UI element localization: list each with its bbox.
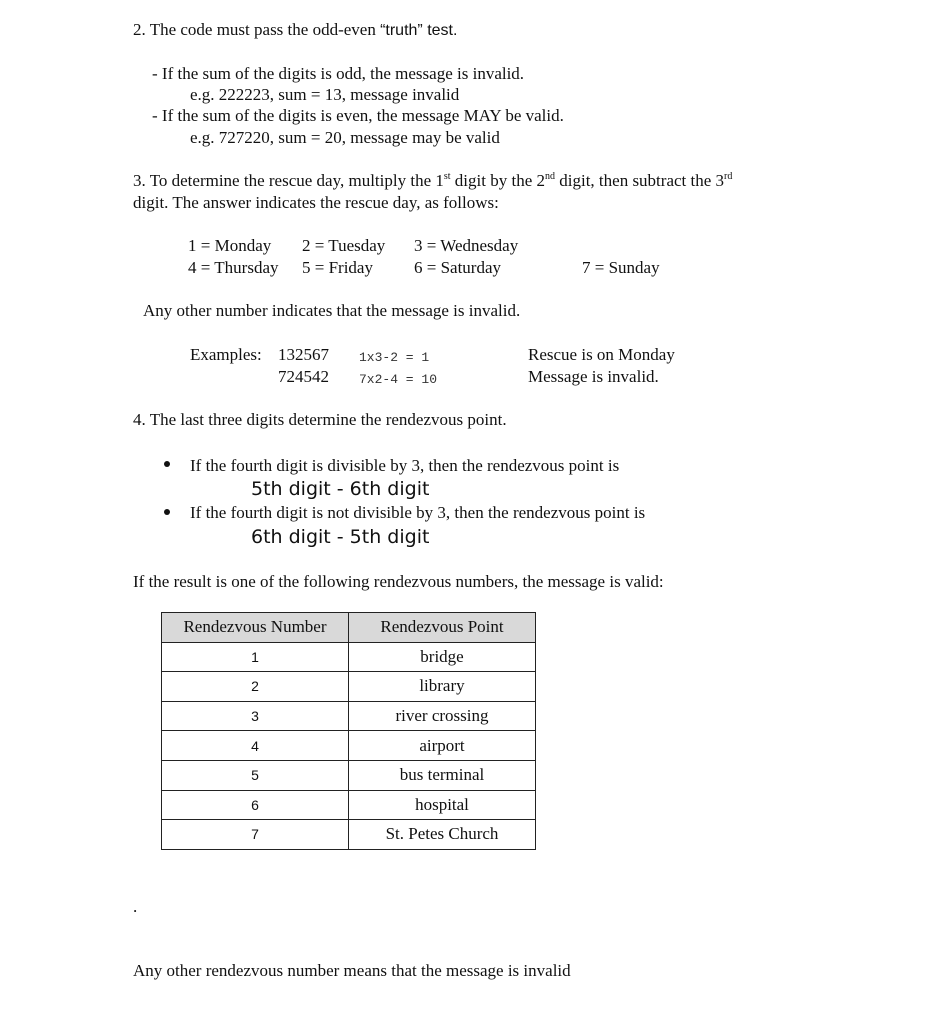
example1-code: 132567 [278,345,329,364]
example2-calc: 7x2-4 = 10 [359,372,438,387]
even-example: e.g. 727220, sum = 20, message may be valid [190,128,500,147]
rule4-heading: 4. The last three digits determine the rendezvous point. [133,410,507,429]
other-number-note: Any other number indicates that the message is invalid. [143,301,521,320]
table-row [162,760,536,790]
rendezvous-number: 1 [162,642,349,672]
table-header-row [162,613,536,643]
day-monday: 1 = Monday [188,236,272,255]
bullet1-text: If the fourth digit is divisible by 3, then the rendezvous point is [190,456,620,475]
day-tuesday: 2 = Tuesday [302,236,386,255]
bullet2-text: If the fourth digit is not divisible by 3, then the rendezvous point is [190,503,646,522]
rendezvous-number: 7 [162,820,349,850]
example2-result: Message is invalid. [528,367,659,386]
examples-label: Examples: [190,345,262,364]
rendezvous-table [161,612,536,850]
rendezvous-point: bus terminal [349,760,536,790]
example1-result: Rescue is on Monday [528,345,675,364]
day-wednesday: 3 = Wednesday [414,236,519,255]
truth-quote: “truth” [380,22,423,39]
rule3-line1: 3. To determine the rescue day, multiply the 1st digit by the 2nd digit, then subtract the 3rd [133,171,733,190]
rule2-heading: 2. The code must pass the odd-even “truth” test. [133,20,458,39]
even-rule: - If the sum of the digits is even, the message MAY be valid. [152,106,564,125]
day-thursday: 4 = Thursday [188,258,279,277]
example1-calc: 1x3-2 = 1 [359,350,430,365]
rule3-line2: digit. The answer indicates the rescue day, as follows: [133,193,499,212]
rendezvous-number: 5 [162,760,349,790]
formula2: 6th digit - 5th digit [251,526,430,548]
header-rendezvous-point: Rendezvous Point [349,613,536,643]
odd-example: e.g. 222223, sum = 13, message invalid [190,85,460,104]
rendezvous-number: 4 [162,731,349,761]
formula1: 5th digit - 6th digit [251,478,430,500]
rendezvous-point: airport [349,731,536,761]
rendezvous-point: library [349,672,536,702]
header-rendezvous-number: Rendezvous Number [162,613,349,643]
table-row [162,672,536,702]
rendezvous-point: St. Petes Church [349,820,536,850]
day-friday: 5 = Friday [302,258,373,277]
example2-code: 724542 [278,367,329,386]
valid-intro: If the result is one of the following rendezvous numbers, the message is valid: [133,572,664,591]
bullet-icon [164,509,170,515]
bullet-icon [164,461,170,467]
footer-note: Any other rendezvous number means that the message is invalid [133,961,571,980]
rendezvous-number: 3 [162,701,349,731]
rendezvous-number: 6 [162,790,349,820]
day-saturday: 6 = Saturday [414,258,502,277]
rendezvous-point: bridge [349,642,536,672]
table-row [162,642,536,672]
table-row [162,701,536,731]
odd-rule: - If the sum of the digits is odd, the message is invalid. [152,64,525,83]
rendezvous-point: hospital [349,790,536,820]
rendezvous-number: 2 [162,672,349,702]
table-row [162,790,536,820]
table-row [162,731,536,761]
table-row [162,820,536,850]
stray-dot: . [133,897,138,916]
day-sunday: 7 = Sunday [582,258,660,277]
rendezvous-point: river crossing [349,701,536,731]
